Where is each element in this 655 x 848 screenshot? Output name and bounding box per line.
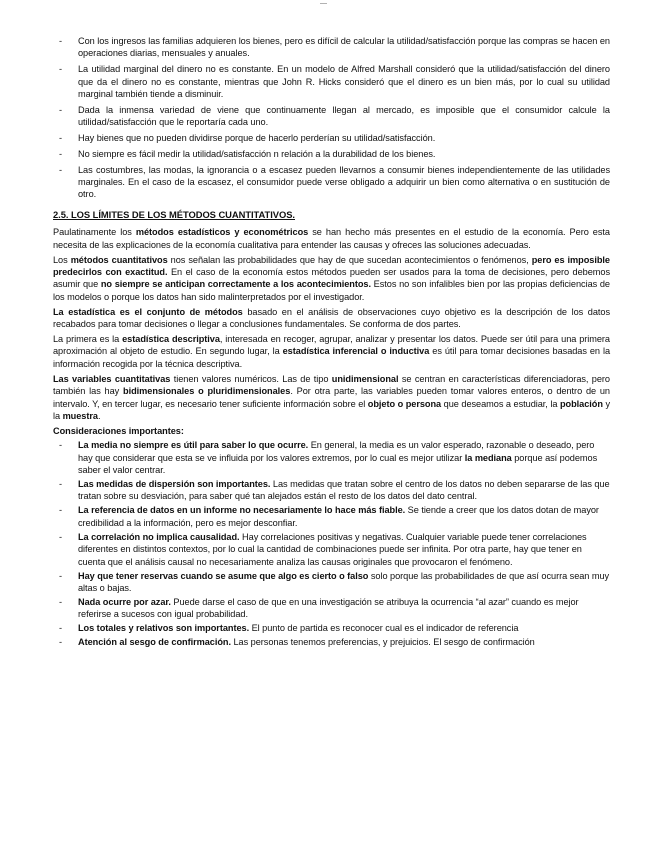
list-item: - Los totales y relativos son importantes. El punto de partida es reconocer cual es el indicador de referencia [59, 623, 519, 634]
list-item: - La utilidad marginal del dinero no es constante. En un modelo de Alfred Marshall consideró que la utilidad/satisfacción del dinero que da el dinero no es constante, mientras que John R. Hicks consideró que el dinero es un bien más, por lo cual su utilidad marginal también tiende a disminuir. [59, 64, 610, 100]
list-item: - La correlación no implica causalidad. Hay correlaciones positivas y negativas. Cualquier variable puede tener correlaciones diferentes en distintos contextos, por lo cual la cantidad de combinaciones puede ser infinita. Por otra parte, hay que tener en cuenta que el análisis causal no necesariamente analiza las causas originales que provocaron el fenómeno. [59, 531, 587, 567]
paragraph-methods-intro: Paulatinamente los métodos estadísticos y econométricos se han hecho más presentes en el estudio de la economía. Pero esta necesita de las explicaciones de la economía cualitativa para entender las causas y ofreces las soluciones adecuadas. [53, 227, 610, 250]
list-item: - Hay bienes que no pueden dividirse porque de hacerlo perderían su utilidad/satisfacción. [59, 133, 436, 144]
list-item: - No siempre es fácil medir la utilidad/satisfacción n relación a la durabilidad de los bienes. [59, 148, 436, 159]
list-item: - La referencia de datos en un informe no necesariamente lo hace más fiable. Se tiende a creer que los datos dotan de mayor credibilidad a la información, pero es mejor desconfiar. [59, 505, 599, 528]
list-item: - Hay que tener reservas cuando se asume que algo es cierto o falso solo porque las probabilidades de que así ocurra sean muy altas o bajas. [59, 570, 610, 594]
document-body [53, 35, 610, 650]
bullet-text: Hay bienes que no pueden dividirse porque de hacerlo perderían su utilidad/satisfacción. [78, 133, 436, 144]
paragraph-statistics-types: La primera es la estadística descriptiva, interesada en recoger, agrupar, analizar y presentar los datos. Puede ser útil para una primera aproximación al objeto de estudio. En segundo lugar, la estadística inferencial o inductiva es útil para tomar decisiones basadas en la información recogida por la técnica descriptiva. [53, 333, 611, 369]
list-item: - Las costumbres, las modas, la ignorancia o a escasez pueden llevarnos a consumir bienes independientemente de las utilidades marginales. En el caso de la escasez, el consumidor puede verse obligado a adquirir un bien como alternativa o en sustitución de otro. [59, 164, 610, 200]
list-item: - Nada ocurre por azar. Puede darse el caso de que en una investigación se atribuya la ocurrencia “al azar” cuando es mejor referirse a sucesos con igual probabilidad. [59, 597, 579, 620]
bullet-text: Con los ingresos las familias adquieren los bienes, pero es difícil de calcular la utilidad/satisfacción porque las compras se hacen en operaciones diarias, mensuales y anuales. [78, 36, 610, 59]
paragraph-statistics-definition: La estadística es el conjunto de métodos basado en el análisis de observaciones cuyo objetivo es la descripción de los datos recabados para tomar decisiones o llegar a conclusiones fundamentales. Se conforma de dos partes. [53, 306, 610, 330]
paragraph-quantitative-variables: Las variables cuantitativas tienen valores numéricos. Las de tipo unidimensional se centran en características diferenciadoras, pero también las hay bidimensionales o pluridimensionales. Por otra parte, las variables pueden tomar valores enteros, o dentro de un intervalo. Y, en tercer lugar, es necesario tener suficiente información sobre el objeto o persona que deseamos a estudiar, la población y la muestra. [53, 373, 610, 421]
intro-bullet-list [53, 35, 610, 201]
bullet-text: Dada la inmensa variedad de viene que continuamente llegan al mercado, es imposible que el consumidor calcule la utilidad/satisfacción que le reportaría cada uno. [78, 104, 610, 128]
page-marker: — [320, 0, 327, 7]
list-item: - La media no siempre es útil para saber lo que ocurre. En general, la media es un valor esperado, razonable o deseado, pero hay que considerar que esta se ve influida por los valores extremos, por lo cual es mejor utilizar la mediana porque así podemos saber el valor centrar. [59, 440, 598, 476]
list-item: - Las medidas de dispersión son importantes. Las medidas que tratan sobre el centro de los datos no deben separarse de las que tratan sobre su desviación, para saber qué tan alejados están el resto de los datos del dato central. [59, 479, 610, 502]
considerations-title: Consideraciones importantes: [53, 425, 184, 436]
bullet-text: Las costumbres, las modas, la ignorancia o a escasez pueden llevarnos a consumir bienes independientemente de las utilidades marginales. En el caso de la escasez, el consumidor puede verse obligado a adquirir un bien como alternativa o en sustitución de otro. [78, 164, 610, 200]
bullet-text: No siempre es fácil medir la utilidad/satisfacción n relación a la durabilidad de los bienes. [78, 148, 436, 159]
considerations-list [53, 439, 610, 649]
section-heading: 2.5. LOS LÍMITES DE LOS MÉTODOS CUANTITATIVOS. [53, 208, 295, 220]
paragraph-quantitative-methods: Los métodos cuantitativos nos señalan las probabilidades que hay de que sucedan acontecimientos o fenómenos, pero es imposible predecirlos con exactitud. En el caso de la economía estos métodos pueden ser usados para la toma de decisiones, pero debemos asumir que no siempre se anticipan correctamente a los acontecimientos. Estos no son infalibles bien por las propias deficiencias de los modelos o porque los datos han sido malinterpretados por el investigador. [53, 254, 610, 302]
list-item: - Atención al sesgo de confirmación. Las personas tenemos preferencias, y prejuicios. El sesgo de confirmación [59, 637, 535, 648]
bullet-text: La utilidad marginal del dinero no es constante. En un modelo de Alfred Marshall consideró que la utilidad/satisfacción del dinero que da el dinero no es constante, mientras que John R. Hicks consideró que el dinero es un bien más, por lo cual su utilidad marginal también tiende a disminuir. [78, 64, 610, 100]
list-item: - Con los ingresos las familias adquieren los bienes, pero es difícil de calcular la utilidad/satisfacción porque las compras se hacen en operaciones diarias, mensuales y anuales. [59, 36, 610, 59]
list-item: - Dada la inmensa variedad de viene que continuamente llegan al mercado, es imposible que el consumidor calcule la utilidad/satisfacción que le reportaría cada uno. [59, 104, 610, 128]
